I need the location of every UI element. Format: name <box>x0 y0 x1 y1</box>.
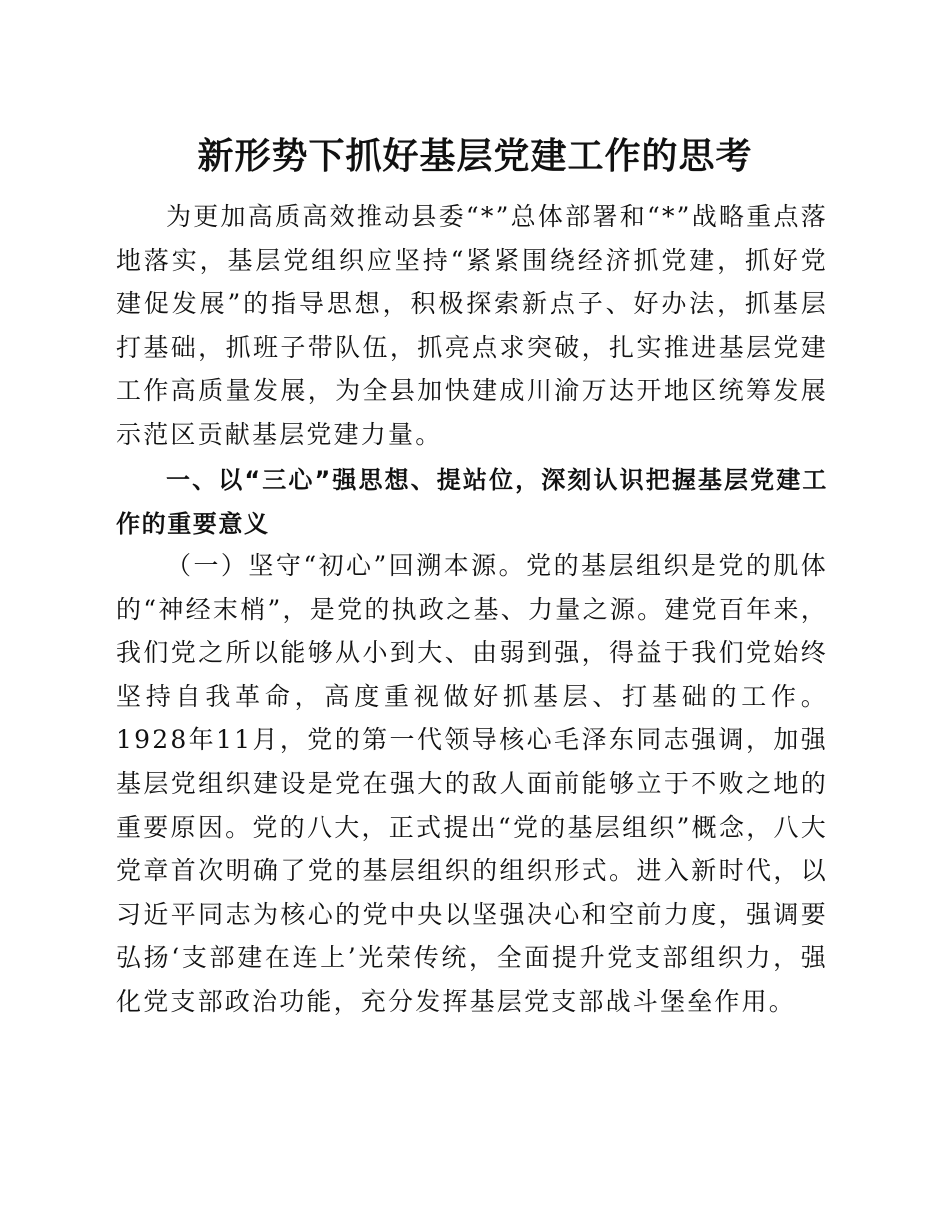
intro-paragraph: 为更加高质高效推动县委“*”总体部署和“*”战略重点落地落实，基层党组织应坚持“紧紧围绕经济抓党建，抓好党建促发展”的指导思想，积极探索新点子、好办法，抓基层打基础，抓班子带队伍，抓亮点求突破，扎实推进基层党建工作高质量发展，为全县加快建成川渝万达开地区统筹发展示范区贡献基层党建力量。 <box>116 202 828 449</box>
document-title: 新形势下抓好基层党建工作的思考 <box>197 135 753 177</box>
section-heading-1: 一、以“三心”强思想、提站位，深刻认识把握基层党建工作的重要意义 <box>116 466 828 538</box>
section-1-paragraph-1: （一）坚守“初心”回溯本源。党的基层组织是党的肌体的“神经末梢”，是党的执政之基、力量之源。建党百年来，我们党之所以能够从小到大、由弱到强，得益于我们党始终坚持自我革命，高度重视做好抓基层、打基础的工作。1928年11月，党的第一代领导核心毛泽东同志强调，加强基层党组织建设是党在强大的敌人面前能够立于不败之地的重要原因。党的八大，正式提出“党的基层组织”概念，八大党章首次明确了党的基层组织的组织形式。进入新时代，以习近平同志为核心的党中央以坚强决心和空前力度，强调要弘扬‘支部建在连上’光荣传统，全面提升党支部组织力，强化党支部政治功能，充分发挥基层党支部战斗堡垒作用。 <box>116 551 828 1016</box>
